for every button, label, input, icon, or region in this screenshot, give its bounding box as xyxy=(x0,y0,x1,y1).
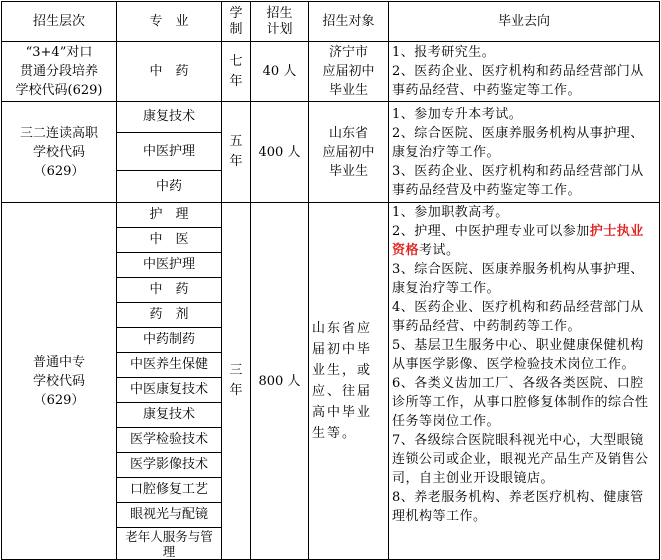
major-cell: 中药 xyxy=(117,171,222,203)
system-char: 年 xyxy=(229,383,243,398)
system-cell xyxy=(222,42,251,102)
level-line: 贯通分段培养 xyxy=(19,64,98,79)
destination-cell xyxy=(389,102,660,203)
major-cell: 护 理 xyxy=(117,203,222,228)
header-system-line2: 制 xyxy=(229,21,243,37)
level-cell xyxy=(2,42,117,102)
major-cell: 中 药 xyxy=(117,42,222,102)
major-cell: 眼视光与配镜 xyxy=(117,503,222,528)
system-char: 三 xyxy=(229,363,243,378)
major-cell: 中药制药 xyxy=(117,328,222,353)
level-cell xyxy=(2,203,117,560)
enrollment-table xyxy=(1,1,660,560)
destination-item: 5、基层卫生服务中心、职业健康保健机构从事医学影像、医学检验技术岗位工作。 xyxy=(392,338,644,372)
destination-item xyxy=(392,222,656,260)
plan-cell: 400 人 xyxy=(251,102,309,203)
major-cell: 口腔修复工艺 xyxy=(117,478,222,503)
level-line: （629） xyxy=(33,392,85,408)
header-row xyxy=(2,2,660,42)
level-line: 学校代码 xyxy=(32,373,85,389)
major-cell: 中 医 xyxy=(117,228,222,253)
system-value: 七年 xyxy=(229,53,243,89)
header-system xyxy=(222,2,251,42)
major-cell: 中 药 xyxy=(117,278,222,303)
destination-item: 3、医药企业、医疗机构和药品经营部门从事药品经营及中药鉴定等工作。 xyxy=(392,163,644,198)
header-plan-line2: 计划 xyxy=(266,21,293,37)
major-cell: 中医护理 xyxy=(117,133,222,171)
system-cell xyxy=(222,102,251,203)
major-cell: 中医康复技术 xyxy=(117,378,222,403)
target-line: 应届初中 xyxy=(322,144,375,160)
level-line: “3+4”对口 xyxy=(25,45,93,60)
target-line: 济宁市 xyxy=(328,45,368,60)
destination-cell xyxy=(389,203,660,560)
program-row-32 xyxy=(2,102,660,133)
target-line: 毕业生 xyxy=(328,83,368,98)
destination-item: 2、综合医院、医康养服务机构从事护理、康复治疗等工作。 xyxy=(392,125,644,160)
destination-item: 7、各级综合医院眼科视光中心，大型眼镜连锁公司或企业，眼视光产品生产及销售公司，自主创业开设眼镜店。 xyxy=(392,433,649,486)
major-cell: 康复技术 xyxy=(117,403,222,428)
destination-item: 8、养老服务机构、养老医疗机构、健康管理机构等工作。 xyxy=(392,490,644,524)
level-cell xyxy=(2,102,117,203)
major-cell: 老年人服务与管理 xyxy=(117,528,222,560)
level-line: 学校代码 xyxy=(32,144,85,160)
major-cell: 中医护理 xyxy=(117,253,222,278)
header-plan xyxy=(251,2,309,42)
level-line: 学校代码(629) xyxy=(15,83,103,98)
destination-item: 1、参加专升本考试。 xyxy=(392,106,523,122)
header-destination: 毕业去向 xyxy=(389,2,660,42)
highlight-text: 护士执业资格 xyxy=(392,224,644,258)
major-cell: 医学检验技术 xyxy=(117,428,222,453)
major-cell: 医学影像技术 xyxy=(117,453,222,478)
target-cell xyxy=(309,102,389,203)
destination-item: 2、医药企业、医疗机构和药品经营部门从事药品经营、中药鉴定等工作。 xyxy=(392,64,644,98)
destination-item: 4、医药企业、医疗机构和药品经营部门从事药品经营、中药制药等工作。 xyxy=(392,300,644,334)
header-target: 招生对象 xyxy=(309,2,389,42)
target-cell xyxy=(309,42,389,102)
level-line: （629） xyxy=(33,163,85,179)
destination-item: 1、参加职教高考。 xyxy=(392,205,509,220)
level-line: 普通中专 xyxy=(32,354,85,370)
destination-cell xyxy=(389,42,660,102)
target-line: 毕业生 xyxy=(328,163,368,179)
header-level: 招生层次 xyxy=(2,2,117,42)
level-line: 三二连读高职 xyxy=(19,125,98,141)
destination-item: 3、综合医院、医康养服务机构从事护理、康复治疗等工作。 xyxy=(392,262,644,296)
destination-text: 考试。 xyxy=(419,243,460,258)
target-line: 应届初中 xyxy=(322,64,375,79)
plan-cell: 40 人 xyxy=(251,42,309,102)
major-cell: 药 剂 xyxy=(117,303,222,328)
destination-item: 1、报考研究生。 xyxy=(392,45,496,60)
system-cell xyxy=(222,203,251,560)
header-plan-line1: 招生 xyxy=(266,5,293,21)
plan-cell: 800 人 xyxy=(251,203,309,560)
major-cell: 康复技术 xyxy=(117,102,222,133)
destination-item: 6、各类义齿加工厂、各级各类医院、口腔诊所等工作，从事口腔修复体制作的综合性任务等岗位工作。 xyxy=(392,376,649,429)
system-char: 五 xyxy=(229,134,243,149)
header-system-line1: 学 xyxy=(229,5,243,21)
system-char: 年 xyxy=(229,154,243,169)
target-cell: 山东省应届初中毕业生，或应、往届高中毕业生等。 xyxy=(309,203,389,560)
target-line: 山东省 xyxy=(328,125,368,141)
major-cell: 中医养生保健 xyxy=(117,353,222,378)
program-row-34 xyxy=(2,42,660,102)
destination-text: 2、护理、中医护理专业可以参加 xyxy=(392,224,590,239)
program-row-zz xyxy=(2,203,660,228)
header-major: 专 业 xyxy=(117,2,222,42)
